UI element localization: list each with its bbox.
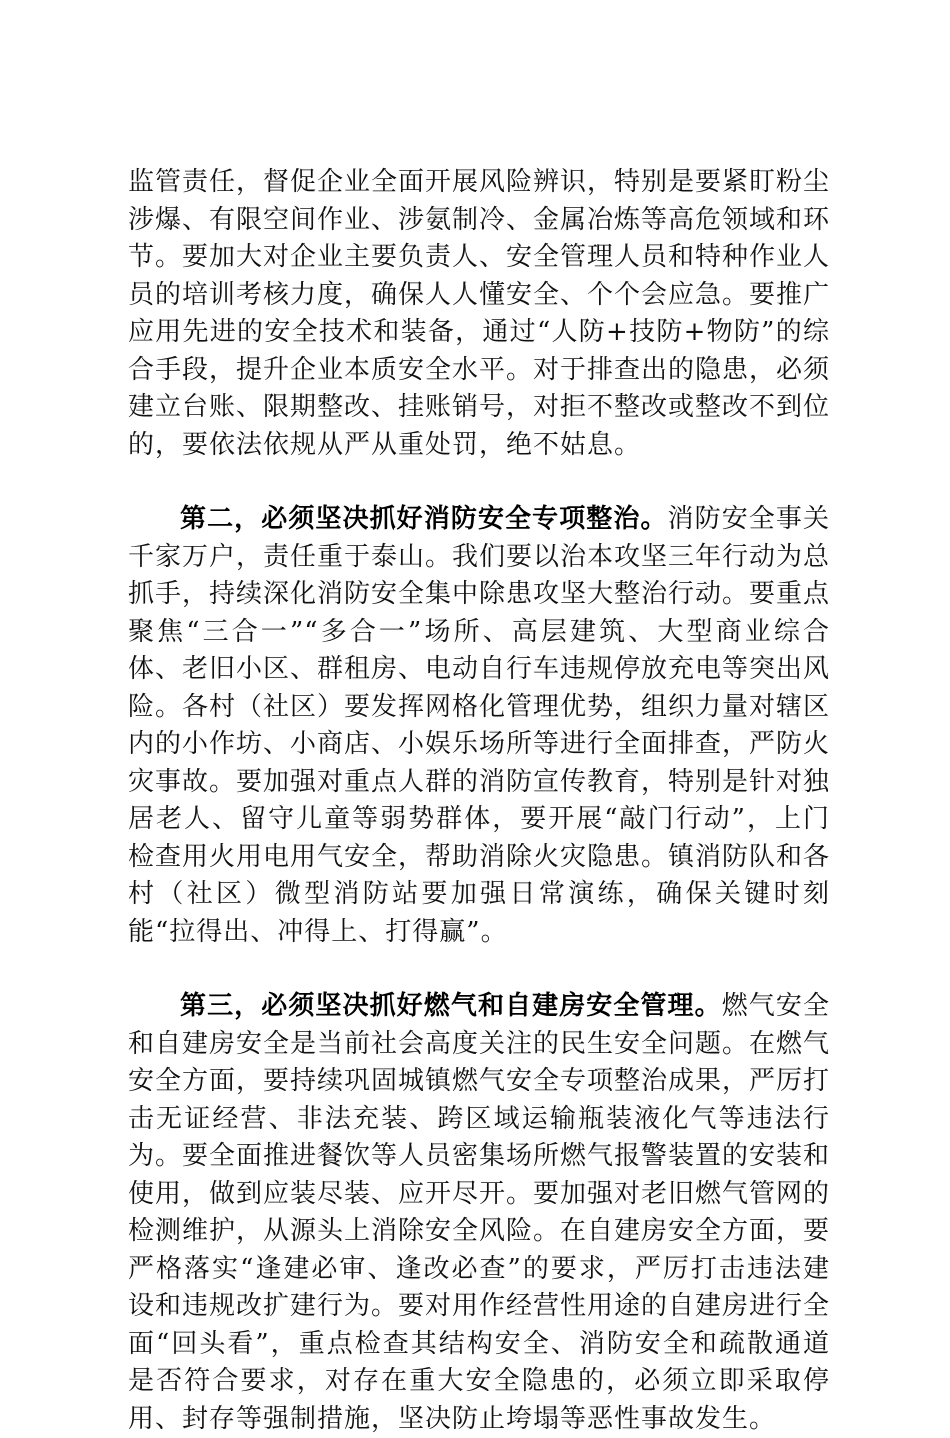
- paragraph-heading: 第三，必须坚决抓好燃气和自建房安全管理。: [180, 991, 722, 1021]
- paragraph-text: 消防安全事关千家万户，责任重于泰山。我们要以治本攻坚三年行动为总抓手，持续深化消防安全集中除患攻坚大整治行动。要重点聚焦“三合一”“多合一”场所、高层建筑、大型商业综合体、老旧小区、群租房、电动自行车违规停放充电等突出风险。各村（社区）要发挥网格化管理优势，组织力量对辖区内的小作坊、小商店、小娱乐场所等进行全面排查，严防火灾事故。要加强对重点人群的消防宣传教育，特别是针对独居老人、留守儿童等弱势群体，要开展“敲门行动”，上门检查用火用电用气安全，帮助消除火灾隐患。镇消防队和各村（社区）微型消防站要加强日常演练，确保关键时刻能“拉得出、冲得上、打得赢”。: [128, 504, 831, 947]
- paragraph-text: 燃气安全和自建房安全是当前社会高度关注的民生安全问题。在燃气安全方面，要持续巩固城镇燃气安全专项整治成果，严厉打击无证经营、非法充装、跨区域运输瓶装液化气等违法行为。要全面推进餐饮等人员密集场所燃气报警装置的安装和使用，做到应装尽装、应开尽开。要加强对老旧燃气管网的检测维护，从源头上消除安全风险。在自建房安全方面，要严格落实“逢建必审、逢改必查”的要求，严厉打击违法建设和违规改扩建行为。要对用作经营性用途的自建房进行全面“回头看”，重点检查其结构安全、消防安全和疏散通道是否符合要求，对存在重大安全隐患的，必须立即采取停用、封存等强制措施，坚决防止垮塌等恶性事故发生。: [128, 991, 831, 1434]
- paragraph-heading: 第二，必须坚决抓好消防安全专项整治。: [180, 504, 668, 534]
- paragraph-continuation: [128, 164, 830, 464]
- document-body: [128, 164, 830, 1438]
- paragraph-gas-housing-safety: [128, 988, 830, 1438]
- paragraph-fire-safety: [128, 501, 830, 951]
- paragraph-text: 监管责任，督促企业全面开展风险辨识，特别是要紧盯粉尘涉爆、有限空间作业、涉氨制冷、金属冶炼等高危领域和环节。要加大对企业主要负责人、安全管理人员和特种作业人员的培训考核力度，确保人人懂安全、个个会应急。要推广应用先进的安全技术和装备，通过“人防+技防+物防”的综合手段，提升企业本质安全水平。对于排查出的隐患，必须建立台账、限期整改、挂账销号，对拒不整改或整改不到位的，要依法依规从严从重处罚，绝不姑息。: [128, 167, 831, 460]
